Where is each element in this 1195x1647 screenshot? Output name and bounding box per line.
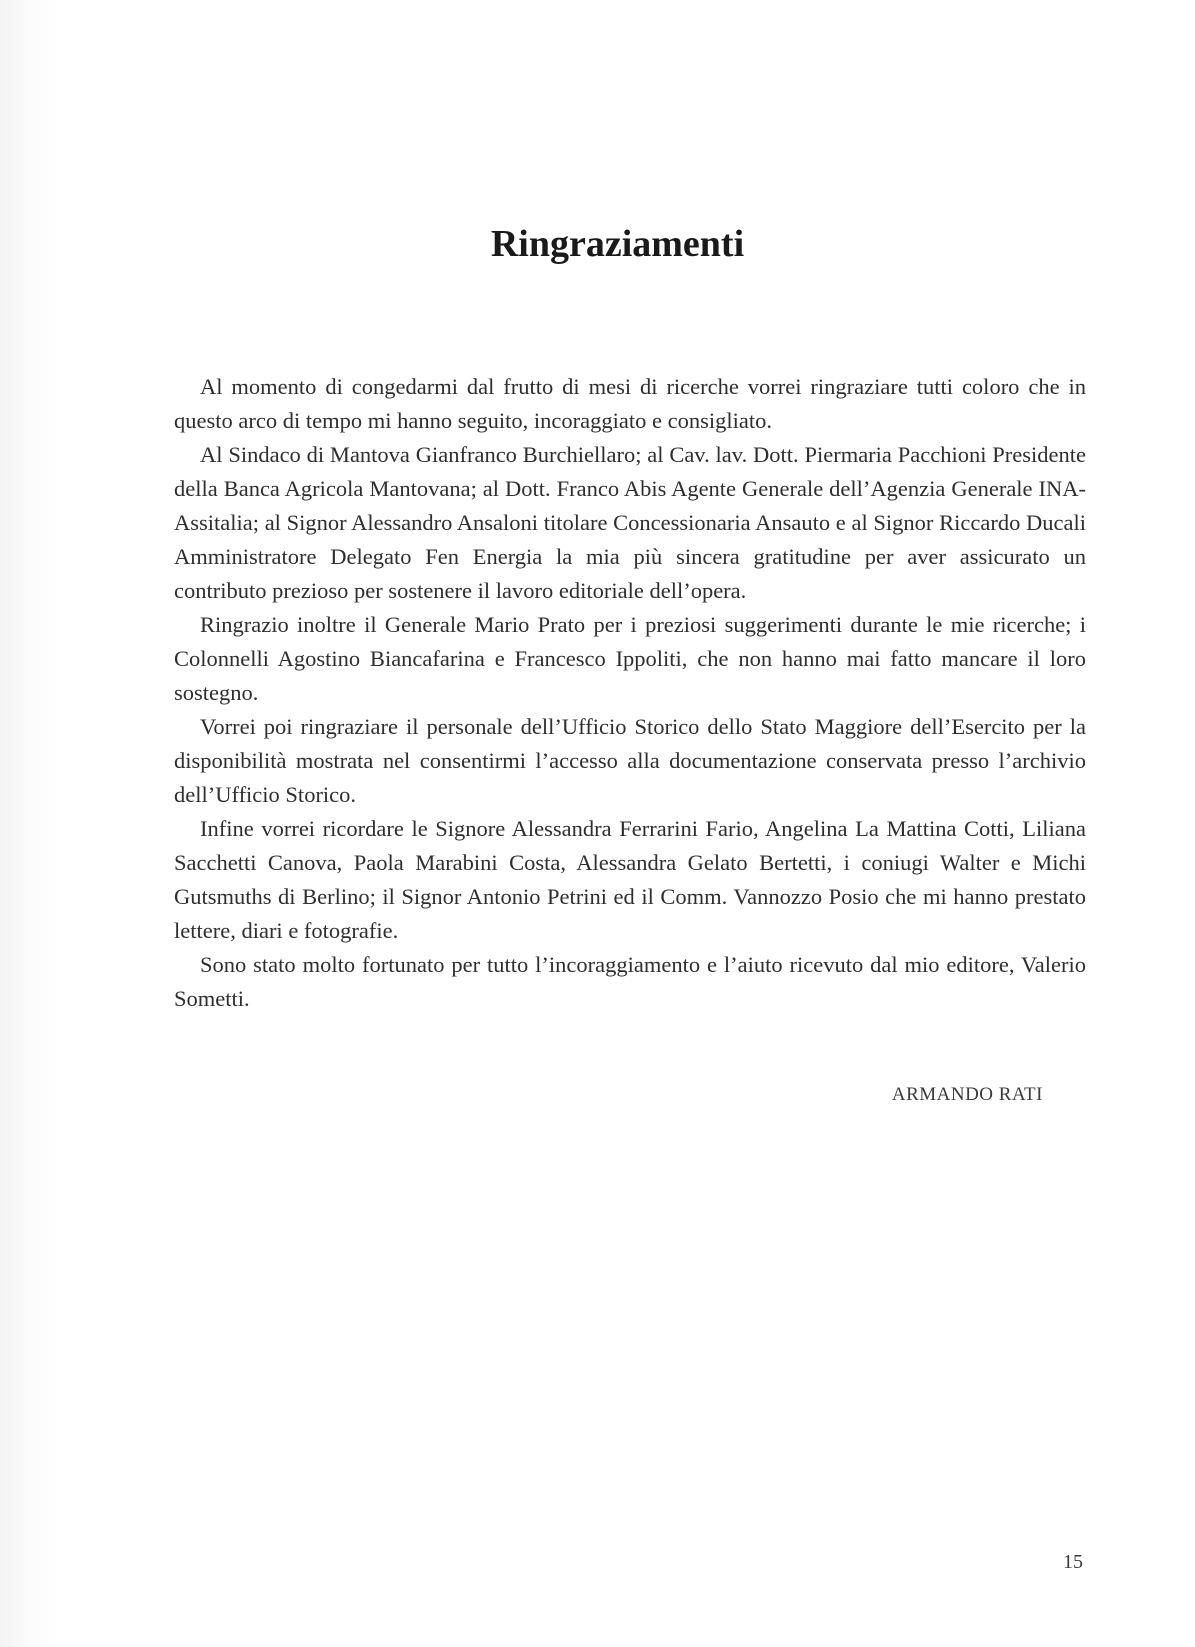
page-title: Ringraziamenti xyxy=(490,223,745,265)
paragraph: Sono stato molto fortunato per tutto l’incoraggiamento e l’aiuto ricevuto dal mio editore, Valerio Sometti. xyxy=(174,952,1086,1011)
paragraph: Al momento di congedarmi dal frutto di mesi di ricerche vorrei ringraziare tutti coloro che in questo arco di tempo mi hanno seguito, incoraggiato e consigliato. xyxy=(174,374,1086,433)
paragraph: Vorrei poi ringraziare il personale dell’Ufficio Storico dello Stato Maggiore dell’Esercito per la disponibilità mostrata nel consentirmi l’accesso alla documentazione conservata presso l’archivio dell’Ufficio Storico. xyxy=(174,714,1086,807)
page-number: 15 xyxy=(1063,1551,1083,1573)
author-signature: ARMANDO RATI xyxy=(891,1084,1043,1105)
paragraph: Ringrazio inoltre il Generale Mario Prato per i preziosi suggerimenti durante le mie ricerche; i Colonnelli Agostino Biancafarina e Francesco Ippoliti, che non hanno mai fatto mancare il loro sostegno. xyxy=(174,612,1086,705)
paragraph: Infine vorrei ricordare le Signore Alessandra Ferrarini Fario, Angelina La Mattina Cotti, Liliana Sacchetti Canova, Paola Marabini Costa, Alessandra Gelato Bertetti, i coniugi Walter e Michi Gutsmuths di Berlino; il Signor Antonio Petrini ed il Comm. Vannozzo Posio che mi hanno prestato lettere, diari e fotografie. xyxy=(174,816,1086,943)
body-text xyxy=(174,370,1086,1016)
paragraph: Al Sindaco di Mantova Gianfranco Burchiellaro; al Cav. lav. Dott. Piermaria Pacchioni Presidente della Banca Agricola Mantovana; al Dott. Franco Abis Agente Generale dell’Agenzia Generale INA-Assitalia; al Signor Alessandro Ansaloni titolare Concessionaria Ansauto e al Signor Riccardo Ducali Amministratore Delegato Fen Energia la mia più sincera gratitudine per aver assicurato un contributo prezioso per sostenere il lavoro editoriale dell’opera. xyxy=(174,442,1086,603)
